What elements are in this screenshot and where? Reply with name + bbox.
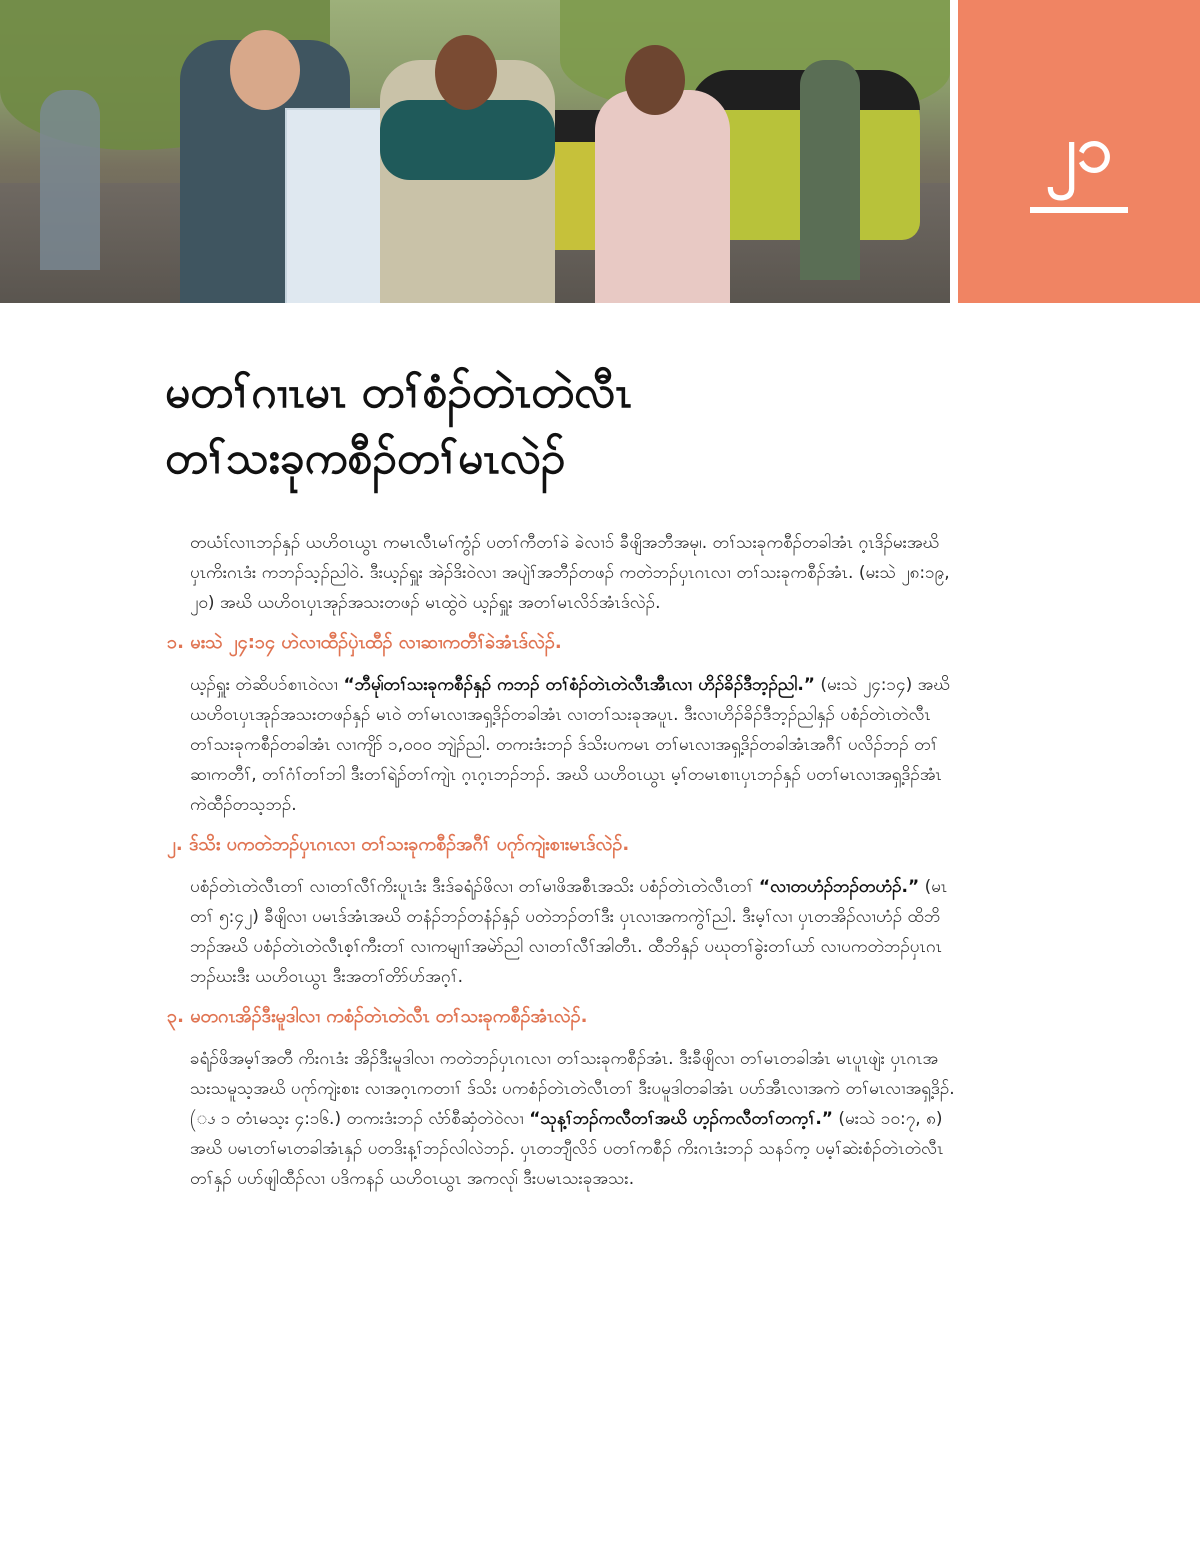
photo-passerby bbox=[40, 90, 100, 270]
scripture-quote: “ဘီမု၊်တၢ်သးခုကစီၣ်နှၣ် ကဘၣ် တၢ်စံၣ်တဲၤတဲလီၤအီၤလၢ ဟိၣ်ခိၣ်ဒီဘ့ၣ်ညါ.” bbox=[343, 675, 815, 695]
chapter-badge bbox=[958, 0, 1200, 303]
scripture-quote: “လၢတဟံၣ်ဘၣ်တဟံၣ်.” bbox=[758, 877, 920, 897]
photo-man-right bbox=[595, 90, 730, 303]
section-heading-3: ၃. မတဂၤအိၣ်ဒီးမူဒါလၢ ကစံၣ်တဲၤတဲလီၤ တၢ်သးခုကစီၣ်အံၤလဲၣ်. bbox=[167, 1006, 588, 1027]
intro-paragraph: တယံၤ်လၢၤဘၣ်နှၣ် ယဟိဝၤယွၤ ကမၤလီၤမၢ်ကွံၣ် ပတၢ်ကီတၢ်ခဲ ခဲလၢၥ် ခီဖျိအဘီအမု၊. တၢ်သးခုကစီၣ်တခါအံၤ ဂ့ၤဒိၣ်မးအဃိ ပှၤကိးဂၤဒံး ကဘၣ်သ့ၣ်ညါဝဲ. ဒီးယ့ၣ်ရှူး အဲၣ်ဒိးဝဲလၢ အပျဲၢ်အဘီၣ်တဖၣ် ကတဲဘၣ်ပှၤဂၤလၢ တၢ်သးခုကစီၣ်အံၤ. (မးသဲ ၂၈:၁၉, ၂၀) အဃိ ယဟိဝၤပှၤအုၣ်အသးတဖၣ် မၤထွဲဝဲ ယ့ၣ်ရှူး အတၢ်မၤလိၥ်အံၤဒ်လဲၣ်. bbox=[190, 533, 950, 613]
paragraph-text: (မးသဲ ၂၄:၁၄) အဃိ ယဟိဝၤပှၤအုၣ်အသးတဖၣ်နှၣ် မၤဝဲ တၢ်မၤလၢအရှ့ဒိၣ်တခါအံၤ လၢတၢ်သးခုအပူၤ. ဒီးလၢဟိၣ်ခိၣ်ဒီဘ့ၣ်ညါနှၣ် ပစံၣ်တဲၤတဲလီၤ တၢ်သးခုကစီၣ်တခါအံၤ လၢကျိာ် ၁,၀၀၀ ဘျဲၣ်ညါ. တကးဒံးဘၣ် ဒ်သိးပကမၤ တၢ်မၤလၢအရှ့ဒိၣ်တခါအံၤအဂီၢ် ပလိၣ်ဘၣ် တၢ်ဆၢကတီၢ်, တၢ်ဂံၢ်တၢ်ဘါ ဒီးတၢ်ရဲၣ်တၢ်ကျဲၤ ဂ့ၤဂ့ၤဘၣ်ဘၣ်. အဃိ ယဟိဝၤယွၤ မ့ၢ်တမၤစၢၤပှၤဘၣ်နှၣ် ပတၢ်မၤလၢအရှ့ဒိၣ်အံၤ ကဲထီၣ်တသ့ဘၣ်. bbox=[190, 675, 950, 815]
page-title-line-1: မတၢ်ဂၢၤမၤ တၢ်စံၣ်တဲၤတဲလီၤ bbox=[165, 367, 632, 418]
paragraph-text: ယ့ၣ်ရှူး တဲဆိပၥ်စၢၤဝဲလၢ bbox=[190, 675, 344, 695]
hero-photo bbox=[0, 0, 950, 303]
page-title-line-2: တၢ်သးခုကစီၣ်တၢ်မၤလဲၣ် bbox=[165, 433, 566, 484]
section-paragraph-3 bbox=[190, 1044, 955, 1194]
photo-literature-display bbox=[285, 108, 387, 303]
section-paragraph-2 bbox=[190, 872, 955, 992]
article-body bbox=[167, 528, 955, 1204]
chapter-number: ၂၁ bbox=[1045, 113, 1113, 187]
page-title bbox=[165, 360, 965, 492]
paragraph-text: ခရံၣ်ဖိအမ့ၢ်အတီ ကိးဂၤဒံး အိၣ်ဒီးမူဒါလၢ ကတဲဘၣ်ပှၤဂၤလၢ တၢ်သးခုကစီၣ်အံၤ. ဒီးခီဖျိလၢ တၢ်မၤတခါအံၤ မၤပူၤဖျဲး ပှၤဂၤအသးသမူသ့အဃိ ပဂုာ်ကျဲးစၢး လၢအဂ့ၤကတၢၢ် ဒ်သိး ပကစံၣ်တဲၤတဲလီၤတၢ် ဒီးပမူဒါတခါအံၤ ပပာ်အီၤလၢအကဲ တၢ်မၤလၢအရှ့ဒိၣ်. (ၖ ၁ တံၤမသ့း ၄:၁၆.) တကးဒံးဘၣ် လံာ်စီဆှံတဲဝဲလၢ bbox=[190, 1049, 955, 1129]
section-heading-1: ၁. မးသဲ ၂၄:၁၄ ဟဲလၢထီၣ်ပှဲၤထီၣ် လၢဆၢကတီၢ်ခဲအံၤဒ်လဲၣ်. bbox=[167, 632, 562, 653]
section-paragraph-1 bbox=[190, 670, 955, 820]
section-heading-2: ၂. ဒ်သိး ပကတဲဘၣ်ပှၤဂၤလၢ တၢ်သးခုကစီၣ်အဂီၢ် ပဂုာ်ကျဲးစၢးမၤဒ်လဲၣ်. bbox=[167, 834, 630, 855]
photo-woman-center bbox=[380, 60, 555, 303]
scripture-quote: “သုန့ၢ်ဘၣ်ကလီတၢ်အဃိ ဟ့ၣ်ကလီတၢ်တက့ၢ်.” bbox=[529, 1109, 833, 1129]
paragraph-text: (မၤတၢ် ၅:၄၂) ခီဖျိလၢ ပမၤဒ်အံၤအဃိ တနံၣ်ဘၣ်တနံၣ်နှၣ် ပတဲဘၣ်တၢ်ဒီး ပှၤလၢအကကွဲၢ်ညါ. ဒီးမ့ၢ်လၢ ပှၤတအိၣ်လၢဟံၣ် ထိဘိဘၣ်အဃိ ပစံၣ်တဲၤတဲလီၤစ့ၢ်ကီးတၢ် လၢကမျၢၢ်အမဲာ်ညါ လၢတၢ်လီၢ်အါတီၤ. ထီဘိနှၣ် ပဃုတၢ်ခွဲးတၢ်ယာ် လၢပကတဲဘၣ်ပှၤဂၤ ဘၣ်ဃးဒီး ယဟိဝၤယွၤ ဒီးအတၢ်တိာ်ပာ်အဂ့ၢ်. bbox=[190, 877, 948, 987]
paragraph-text: ပစံၣ်တဲၤတဲလီၤတၢ် လၢတၢ်လီၢ်ကိးပူၤဒံး ဒီးဒ်ခရံၣ်ဖိလၢ တၢ်မၢဖိအစီၤအသိး ပစံၣ်တဲၤတဲလီၤတၢ် bbox=[190, 877, 759, 897]
chapter-underline bbox=[1030, 207, 1128, 213]
paragraph-text: (မးသဲ ၁၀:၇, ၈) အဃိ ပမၤတၢ်မၤတခါအံၤနှၣ် ပတဒိးန့ၢ်ဘၣ်လါလဲဘၣ်. ပှၤတဘျီလိၥ် ပတၢ်ကစီၣ် ကိးဂၤဒံးဘၣ် သနၥ်က့ ပမ့ၢ်ဆဲးစံၣ်တဲၤတဲလီၤတၢ်နှၣ် ပပာ်ဖျါထီၣ်လၢ ပဒိကနၣ် ယဟိဝၤယွၤ အကလု၊် ဒီးပမၤသးခုအသး. bbox=[190, 1109, 944, 1189]
photo-passerby bbox=[800, 60, 860, 280]
